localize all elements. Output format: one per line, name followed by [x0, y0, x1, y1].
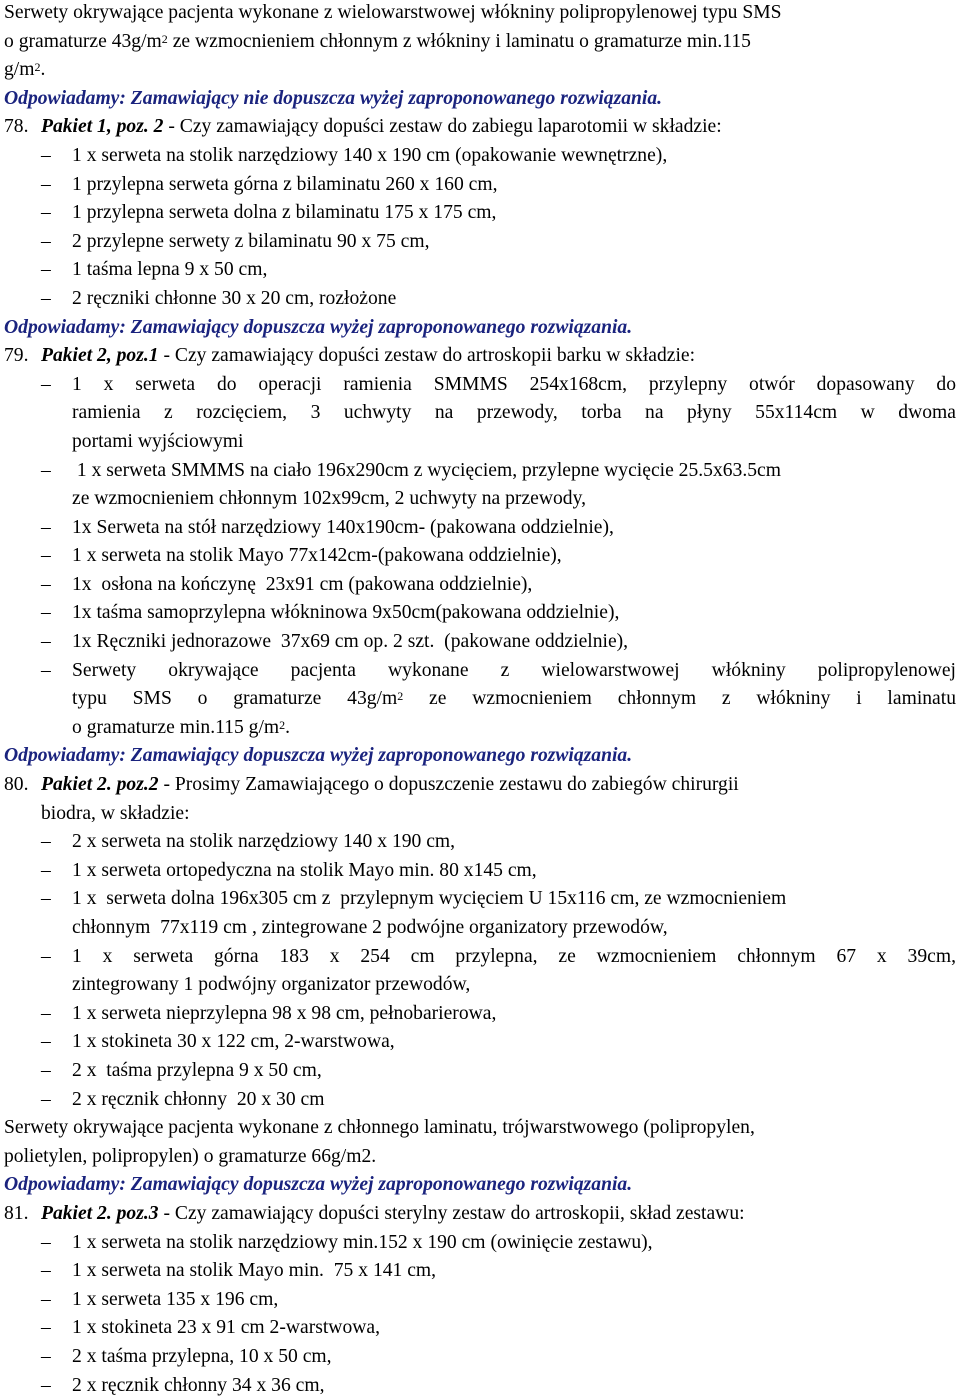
list-item-text: chłonnym 77x119 cm , zintegrowane 2 podwójne organizatory przewodów, — [72, 914, 956, 943]
dash-bullet: – — [41, 256, 63, 285]
list-item-text: 1 x stokineta 23 x 91 cm 2-warstwowa, — [72, 1317, 380, 1338]
dash-bullet: – — [41, 371, 63, 400]
intro-line-2-text-b: ze wzmocnieniem chłonnym z włókniny i laminatu o gramaturze min.115 — [168, 31, 751, 52]
list-item-text: 2 x ręcznik chłonny 34 x 36 cm, — [72, 1375, 324, 1396]
list-item — [4, 457, 956, 514]
list-item-text: 1 x serweta SMMMS na ciało 196x290cm z wycięciem, przylepne wycięcie 25.5x63.5cm — [72, 457, 956, 486]
list-item-text: 1x Ręczniki jednorazowe 37x69 cm op. 2 szt. (pakowane oddzielnie), — [72, 631, 628, 652]
list-item — [4, 542, 956, 571]
dash-bullet: – — [41, 171, 63, 200]
dash-bullet: – — [41, 657, 63, 686]
answer-line: Odpowiadamy: Zamawiający dopuszcza wyżej zaproponowanego rozwiązania. — [4, 742, 956, 771]
list-item — [4, 1229, 956, 1258]
list-item-text-part: typu SMS o gramaturze 43g/m — [72, 688, 397, 709]
list-item — [4, 1314, 956, 1343]
list-item-text: 1 x serweta ortopedyczna na stolik Mayo min. 80 x145 cm, — [72, 860, 537, 881]
list-item — [4, 371, 956, 457]
document-page — [4, 0, 956, 1400]
dash-bullet: – — [41, 1229, 63, 1258]
dash-bullet: – — [41, 1028, 63, 1057]
list-item-text: 2 x serweta na stolik narzędziowy 140 x 190 cm, — [72, 831, 455, 852]
list-item-text — [72, 714, 956, 743]
list-item-text: 2 ręczniki chłonne 30 x 20 cm, rozłożone — [72, 288, 396, 309]
dash-bullet: – — [41, 571, 63, 600]
list-item-text — [72, 685, 956, 714]
list-item — [4, 1086, 956, 1115]
question-number: 81. — [4, 1200, 41, 1229]
list-item-text: zintegrowany 1 podwójny organizator przewodów, — [72, 971, 956, 1000]
note-line: Serwety okrywające pacjenta wykonane z chłonnego laminatu, trójwarstwowego (polipropylen, — [4, 1114, 956, 1143]
answer-line: Odpowiadamy: Zamawiający nie dopuszcza wyżej zaproponowanego rozwiązania. — [4, 85, 956, 114]
list-item-text: 1 x serweta 135 x 196 cm, — [72, 1289, 278, 1310]
dash-bullet: – — [41, 199, 63, 228]
dash-bullet: – — [41, 885, 63, 914]
question-text: - Czy zamawiający dopuści zestaw do zabiegu laparotomii w składzie: — [163, 116, 721, 137]
list-item — [4, 599, 956, 628]
question-text-continued: biodra, w składzie: — [4, 800, 956, 829]
list-item-text: 1 przylepna serweta dolna z bilaminatu 175 x 175 cm, — [72, 202, 496, 223]
intro-line-2-text: o gramaturze 43g/m — [4, 31, 162, 52]
list-item — [4, 1286, 956, 1315]
dash-bullet: – — [41, 943, 63, 972]
list-item — [4, 571, 956, 600]
dash-bullet: – — [41, 1257, 63, 1286]
dash-bullet: – — [41, 828, 63, 857]
list-item-text: ramienia z rozcięciem, 3 uchwyty na przewody, torba na płyny 55x114cm w dwoma — [72, 399, 956, 428]
dash-bullet: – — [41, 628, 63, 657]
list-item-text-part: . — [285, 717, 290, 738]
list-item — [4, 657, 956, 743]
list-item — [4, 1372, 956, 1400]
dash-bullet: – — [41, 542, 63, 571]
list-item-text: 1 x stokineta 30 x 122 cm, 2-warstwowa, — [72, 1031, 395, 1052]
intro-line-2 — [4, 28, 956, 57]
list-item-text: 2 x ręcznik chłonny 20 x 30 cm — [72, 1089, 324, 1110]
superscript: 2 — [34, 60, 40, 74]
pakiet-ref: Pakiet 2. poz.3 — [41, 1203, 159, 1224]
note-line: polietylen, polipropylen) o gramaturze 66g/m2. — [4, 1143, 956, 1172]
dash-bullet: – — [41, 857, 63, 886]
question-79 — [4, 342, 956, 371]
question-78 — [4, 113, 956, 142]
list-item-text: 1 x serweta górna 183 x 254 cm przylepna, ze wzmocnieniem chłonnym 67 x 39cm, — [72, 943, 956, 972]
list-item — [4, 628, 956, 657]
dash-bullet: – — [41, 285, 63, 314]
list-item-text: ze wzmocnieniem chłonnym 102x99cm, 2 uchwyty na przewody, — [72, 485, 956, 514]
question-number: 79. — [4, 342, 41, 371]
question-text: - Czy zamawiający dopuści sterylny zestaw do artroskopii, skład zestawu: — [159, 1203, 745, 1224]
intro-line-3 — [4, 56, 956, 85]
list-item-text: 1 x serweta na stolik Mayo min. 75 x 141 cm, — [72, 1260, 436, 1281]
dash-bullet: – — [41, 1086, 63, 1115]
pakiet-ref: Pakiet 2, poz.1 — [41, 345, 159, 366]
dash-bullet: – — [41, 1057, 63, 1086]
pakiet-ref: Pakiet 2. poz.2 — [41, 774, 159, 795]
dash-bullet: – — [41, 457, 63, 486]
superscript: 2 — [397, 689, 403, 703]
question-number: 78. — [4, 113, 41, 142]
list-item-text: 1 x serweta nieprzylepna 98 x 98 cm, pełnobarierowa, — [72, 1003, 496, 1024]
list-item-text: 2 przylepne serwety z bilaminatu 90 x 75 cm, — [72, 231, 429, 252]
list-item — [4, 1343, 956, 1372]
list-item-text: portami wyjściowymi — [72, 428, 956, 457]
dash-bullet: – — [41, 514, 63, 543]
superscript: 2 — [279, 718, 285, 732]
list-item — [4, 142, 956, 171]
list-item — [4, 171, 956, 200]
superscript: 2 — [162, 32, 168, 46]
dash-bullet: – — [41, 1343, 63, 1372]
list-item-text: 1x taśma samoprzylepna włókninowa 9x50cm(pakowana oddzielnie), — [72, 602, 619, 623]
question-number: 80. — [4, 771, 41, 800]
list-item-text: 1 x serweta do operacji ramienia SMMMS 254x168cm, przylepny otwór dopasowany do — [72, 371, 956, 400]
intro-line-1: Serwety okrywające pacjenta wykonane z wielowarstwowej włókniny polipropylenowej typu SMS — [4, 0, 956, 28]
list-item-text: 1 taśma lepna 9 x 50 cm, — [72, 259, 267, 280]
list-item — [4, 857, 956, 886]
list-item-text: 1x Serweta na stół narzędziowy 140x190cm- (pakowana oddzielnie), — [72, 517, 614, 538]
list-item-text: 1x osłona na kończynę 23x91 cm (pakowana oddzielnie), — [72, 574, 532, 595]
list-item-text: 1 x serweta na stolik narzędziowy 140 x 190 cm (opakowanie wewnętrzne), — [72, 145, 667, 166]
list-item-text: 1 x serweta dolna 196x305 cm z przylepnym wycięciem U 15x116 cm, ze wzmocnieniem — [72, 885, 956, 914]
list-item — [4, 1257, 956, 1286]
intro-line-3-text-b: . — [40, 59, 45, 80]
question-81 — [4, 1200, 956, 1229]
list-item-text: Serwety okrywające pacjenta wykonane z wielowarstwowej włókniny polipropylenowej — [72, 657, 956, 686]
list-item — [4, 285, 956, 314]
question-text: - Czy zamawiający dopuści zestaw do artroskopii barku w składzie: — [159, 345, 695, 366]
list-item — [4, 1057, 956, 1086]
list-item — [4, 1000, 956, 1029]
list-item — [4, 943, 956, 1000]
list-item-text: 1 x serweta na stolik narzędziowy min.152 x 190 cm (owinięcie zestawu), — [72, 1232, 653, 1253]
list-item — [4, 1028, 956, 1057]
dash-bullet: – — [41, 599, 63, 628]
list-item — [4, 256, 956, 285]
question-80 — [4, 771, 956, 800]
dash-bullet: – — [41, 1286, 63, 1315]
answer-line: Odpowiadamy: Zamawiający dopuszcza wyżej zaproponowanego rozwiązania. — [4, 1171, 956, 1200]
list-item-text: 1 x serweta na stolik Mayo 77x142cm-(pakowana oddzielnie), — [72, 545, 562, 566]
question-text: - Prosimy Zamawiającego o dopuszczenie zestawu do zabiegów chirurgii — [159, 774, 739, 795]
list-item-text: 1 przylepna serweta górna z bilaminatu 260 x 160 cm, — [72, 174, 498, 195]
list-item-text: 2 x taśma przylepna, 10 x 50 cm, — [72, 1346, 332, 1367]
list-item — [4, 514, 956, 543]
dash-bullet: – — [41, 1000, 63, 1029]
dash-bullet: – — [41, 1372, 63, 1400]
answer-line: Odpowiadamy: Zamawiający dopuszcza wyżej zaproponowanego rozwiązania. — [4, 314, 956, 343]
dash-bullet: – — [41, 142, 63, 171]
list-item — [4, 885, 956, 942]
list-item-text: 2 x taśma przylepna 9 x 50 cm, — [72, 1060, 322, 1081]
list-item — [4, 828, 956, 857]
dash-bullet: – — [41, 1314, 63, 1343]
pakiet-ref: Pakiet 1, poz. 2 — [41, 116, 163, 137]
dash-bullet: – — [41, 228, 63, 257]
list-item — [4, 199, 956, 228]
list-item-text-part: o gramaturze min.115 g/m — [72, 717, 279, 738]
list-item-text-part: ze wzmocnieniem chłonnym z włókniny i laminatu — [403, 688, 956, 709]
intro-line-3-text: g/m — [4, 59, 34, 80]
list-item — [4, 228, 956, 257]
